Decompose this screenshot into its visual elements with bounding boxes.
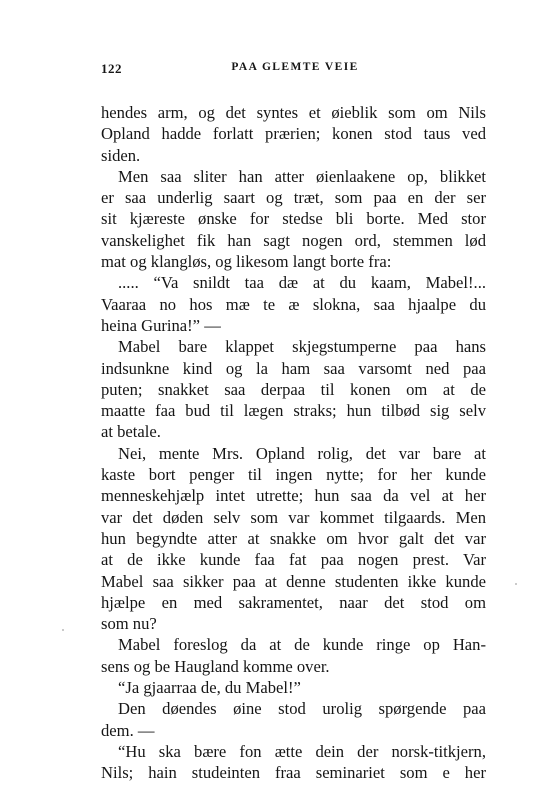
text-line: var det døden selv som var kommet tilgaards. Men	[101, 507, 486, 527]
paper-speck	[62, 629, 64, 631]
text-line: Opland hadde forlatt prærien; konen stod taus ved	[101, 124, 486, 144]
text-line: at de ikke kunde faa fat paa nogen prest. Var	[101, 550, 486, 570]
text-line: Nils; hain studeinten fraa seminariet som e her	[101, 763, 486, 783]
text-line: Nei, mente Mrs. Opland rolig, det var bare at	[118, 443, 486, 463]
text-line: “Hu ska bære fon ætte dein der norsk-titkjern,	[118, 741, 486, 761]
text-line: Mabel bare klappet skjegstumperne paa hans	[118, 337, 486, 357]
running-title: PAA GLEMTE VEIE	[231, 61, 359, 73]
text-line: at betale.	[101, 422, 161, 442]
text-line: puten; snakket saa derpaa til konen om at de	[101, 379, 486, 399]
text-line: hun begyndte atter at snakke om hvor galt det var	[101, 528, 486, 548]
text-line: ..... “Va snildt taa dæ at du kaam, Mabel!...	[118, 273, 486, 293]
body-text	[101, 102, 486, 784]
text-line: hjælpe en med sakramentet, naar det stod om	[101, 592, 486, 612]
text-line: Mabel saa sikker paa at denne studenten ikke kunde	[101, 571, 486, 591]
page-header	[101, 61, 489, 79]
text-line: hendes arm, og det syntes et øieblik som om Nils	[101, 103, 486, 122]
text-line: Mabel foreslog da at de kunde ringe op Han-	[118, 635, 486, 655]
text-line: sens og be Haugland komme over.	[101, 656, 330, 676]
text-line: mat og klangløs, og likesom langt borte fra:	[101, 252, 392, 272]
text-line: “Ja gjaarraa de, du Mabel!”	[118, 678, 301, 698]
text-line: maatte faa bud til lægen straks; hun tilbød sig selv	[101, 401, 486, 421]
text-line: Vaaraa no hos mæ te æ slokna, saa hjaalpe du	[101, 294, 486, 314]
text-line: heina Gurina!” —	[101, 315, 221, 335]
text-line: som nu?	[101, 614, 157, 634]
text-line: kaste bort penger til ingen nytte; for her kunde	[101, 465, 486, 485]
text-line: vanskelighet fik han sagt nogen ord, stemmen lød	[101, 230, 486, 250]
page-number: 122	[101, 61, 122, 76]
paper-speck	[515, 583, 517, 585]
text-line: sit kjæreste ønske for stedse bli borte. Med stor	[101, 209, 486, 229]
text-line: Den døendes øine stod urolig spørgende paa	[118, 699, 486, 719]
text-line: Men saa sliter han atter øienlaakene op, blikket	[118, 166, 486, 186]
text-line: dem. —	[101, 720, 155, 740]
text-line: er saa underlig saart og træt, som paa en der ser	[101, 188, 486, 208]
text-line: indsunkne kind og la ham saa varsomt ned paa	[101, 358, 486, 378]
text-line: menneskehjælp intet utrette; hun saa da vel at her	[101, 486, 486, 506]
text-line: siden.	[101, 145, 141, 165]
